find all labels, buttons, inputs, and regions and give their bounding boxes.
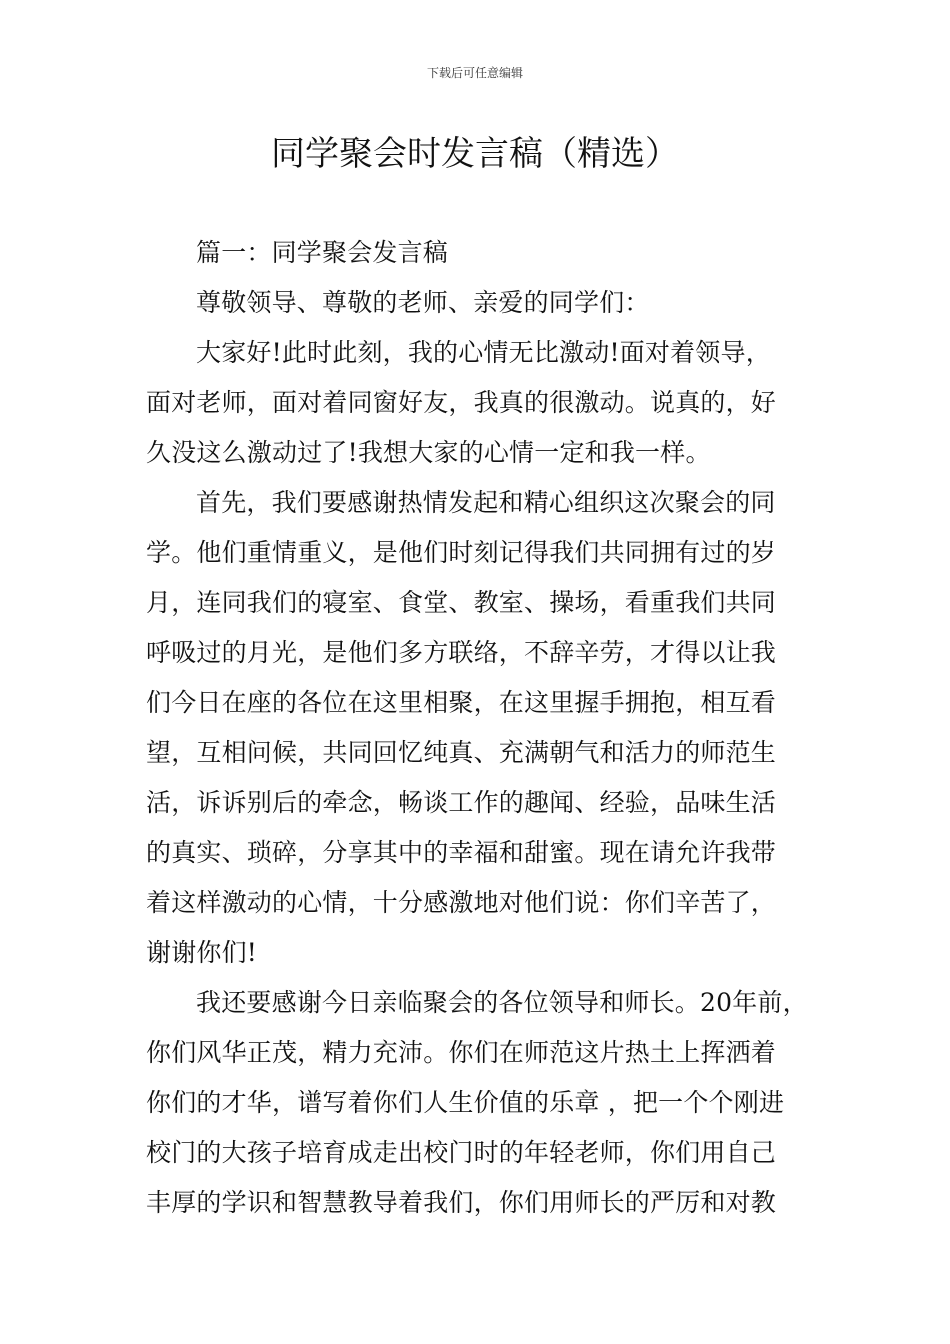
text-line: 久没这么激动过了!我想大家的心情一定和我一样。 bbox=[146, 438, 711, 467]
text-line: 学。他们重情重义，是他们时刻记得我们共同拥有过的岁 bbox=[146, 538, 777, 567]
text-line: 首先，我们要感谢热情发起和精心组织这次聚会的同 bbox=[196, 488, 776, 517]
text-line: 活，诉诉别后的牵念，畅谈工作的趣闻、经验，品味生活 bbox=[146, 788, 777, 817]
text-line: 我还要感谢今日亲临聚会的各位领导和师长。20年前， bbox=[196, 988, 808, 1017]
text-line: 们今日在座的各位在这里相聚，在这里握手拥抱，相互看 bbox=[146, 688, 777, 717]
text-line: 大家好!此时此刻，我的心情无比激动!面对着领导， bbox=[196, 338, 771, 367]
text-line: 月，连同我们的寝室、食堂、教室、操场，看重我们共同 bbox=[146, 588, 777, 617]
text-line: 面对老师，面对着同窗好友，我真的很激动。说真的，好 bbox=[146, 388, 777, 417]
text-line: 你们风华正茂，精力充沛。你们在师范这片热土上挥洒着 bbox=[146, 1038, 777, 1067]
document-title: 同学聚会时发言稿（精选） bbox=[271, 134, 679, 174]
document-body bbox=[146, 228, 816, 1228]
text-line: 望，互相问候，共同回忆纯真、充满朝气和活力的师范生 bbox=[146, 738, 777, 767]
text-line: 尊敬领导、尊敬的老师、亲爱的同学们： bbox=[196, 288, 650, 317]
text-line: 呼吸过的月光，是他们多方联络，不辞辛劳，才得以让我 bbox=[146, 638, 777, 667]
text-line: 着这样激动的心情，十分感激地对他们说：你们辛苦了， bbox=[146, 888, 777, 917]
text-line: 丰厚的学识和智慧教导着我们，你们用师长的严厉和对教 bbox=[146, 1188, 777, 1217]
text-line: 你们的才华，谱写着你们人生价值的乐章 ，把一个个刚进 bbox=[146, 1088, 785, 1117]
text-line: 谢谢你们! bbox=[146, 938, 258, 967]
text-line: 的真实、琐碎，分享其中的幸福和甜蜜。现在请允许我带 bbox=[146, 838, 777, 867]
header-note: 下载后可任意编辑 bbox=[426, 66, 523, 80]
text-line: 校门的大孩子培育成走出校门时的年轻老师，你们用自己 bbox=[146, 1138, 777, 1167]
text-line: 篇一：同学聚会发言稿 bbox=[196, 238, 449, 267]
